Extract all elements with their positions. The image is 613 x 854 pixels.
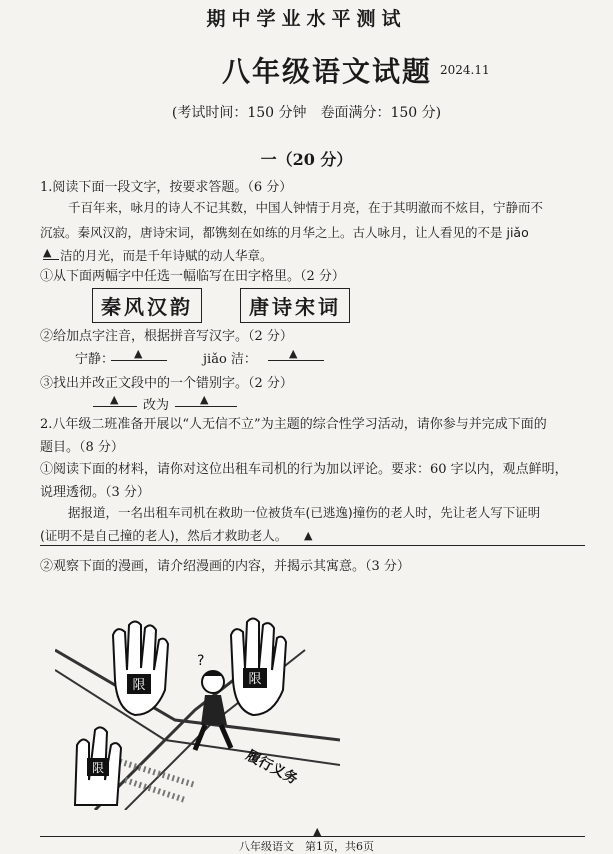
q2-material-2: (证明不是自己撞的老人)，然后才救助老人。 [40, 528, 288, 543]
answer-marker-correct: ▲ [200, 393, 209, 406]
q1-passage-line-1: 千百年来，咏月的诗人不记其数，中国人钟情于月亮，在于其明澈而不炫目，宁静而不 [68, 200, 544, 215]
q1-stem: 1.阅读下面一段文字，按要求答题。（6 分） [40, 180, 293, 195]
page-footer: 八年级语文 第1页，共6页 [239, 840, 374, 853]
section-heading: 一（20 分） [260, 150, 353, 169]
paper-title: 八年级语文试题 [222, 55, 433, 88]
correct-as-label: 改为 [143, 398, 170, 413]
q1-passage-line-3: 洁的月光，而是千年诗赋的动人华章。 [60, 248, 273, 263]
calligraphy-sample-2: 唐诗宋词 [240, 288, 350, 323]
fill-a-blank[interactable] [111, 360, 167, 361]
fill-a-label: 宁静： [75, 352, 115, 367]
answer-marker-fill-b: ▲ [289, 347, 298, 360]
answer-marker-fill-a: ▲ [134, 347, 143, 360]
answer-marker-footer: ▲ [313, 825, 322, 838]
hand-right-label: 限 [248, 672, 262, 687]
cartoon-illustration [55, 610, 340, 810]
passage-blank-line [43, 259, 59, 260]
q2-sub1-1: ①阅读下面的材料，请你对这位出租车司机的行为加以评论。要求：60 字以内，观点鲜明， [40, 462, 568, 477]
answer-line-q2[interactable] [40, 545, 585, 546]
answer-marker-q2: ▲ [304, 529, 313, 542]
exam-date: 2024.11 [440, 63, 490, 77]
svg-text:?: ? [197, 653, 205, 669]
exam-name: 期中学业水平测试 [206, 8, 407, 30]
road-label: 履行义务 [243, 747, 301, 788]
q1-sub2: ②给加点字注音，根据拼音写汉字。（2 分） [40, 329, 293, 344]
hand-left-label: 限 [132, 678, 146, 693]
q1-passage-line-2: 沉寂。秦风汉韵，唐诗宋词，都镌刻在如练的月华之上。古人咏月，让人看见的不是 jiǎo [40, 225, 529, 240]
answer-marker-wrong: ▲ [110, 393, 119, 406]
q1-sub1: ①从下面两幅字中任选一幅临写在田字格里。（2 分） [40, 269, 345, 284]
q1-sub3: ③找出并改正文段中的一个错别字。（2 分） [40, 376, 293, 391]
q2-stem-1: 2.八年级二班准备开展以“人无信不立”为主题的综合性学习活动，请你参与并完成下面的 [40, 417, 547, 432]
fill-b-blank[interactable] [268, 360, 324, 361]
answer-marker-passage: ▲ [43, 246, 52, 259]
exam-info: (考试时间：150 分钟 卷面满分：150 分) [171, 105, 442, 121]
hand-bottom-label: 限 [91, 761, 105, 775]
fill-b-label: jiǎo 洁： [203, 352, 257, 367]
correct-char-blank[interactable] [175, 406, 237, 407]
wrong-char-blank[interactable] [93, 406, 137, 407]
calligraphy-sample-1: 秦风汉韵 [92, 288, 202, 323]
q2-sub1-2: 说理透彻。（3 分） [40, 485, 150, 500]
q2-stem-2: 题目。（8 分） [40, 440, 124, 455]
q2-material-1: 据报道，一名出租车司机在救助一位被货车(已逃逸)撞伤的老人时，先让老人写下证明 [68, 505, 541, 520]
q2-sub2: ②观察下面的漫画，请介绍漫画的内容，并揭示其寓意。（3 分） [40, 559, 410, 574]
